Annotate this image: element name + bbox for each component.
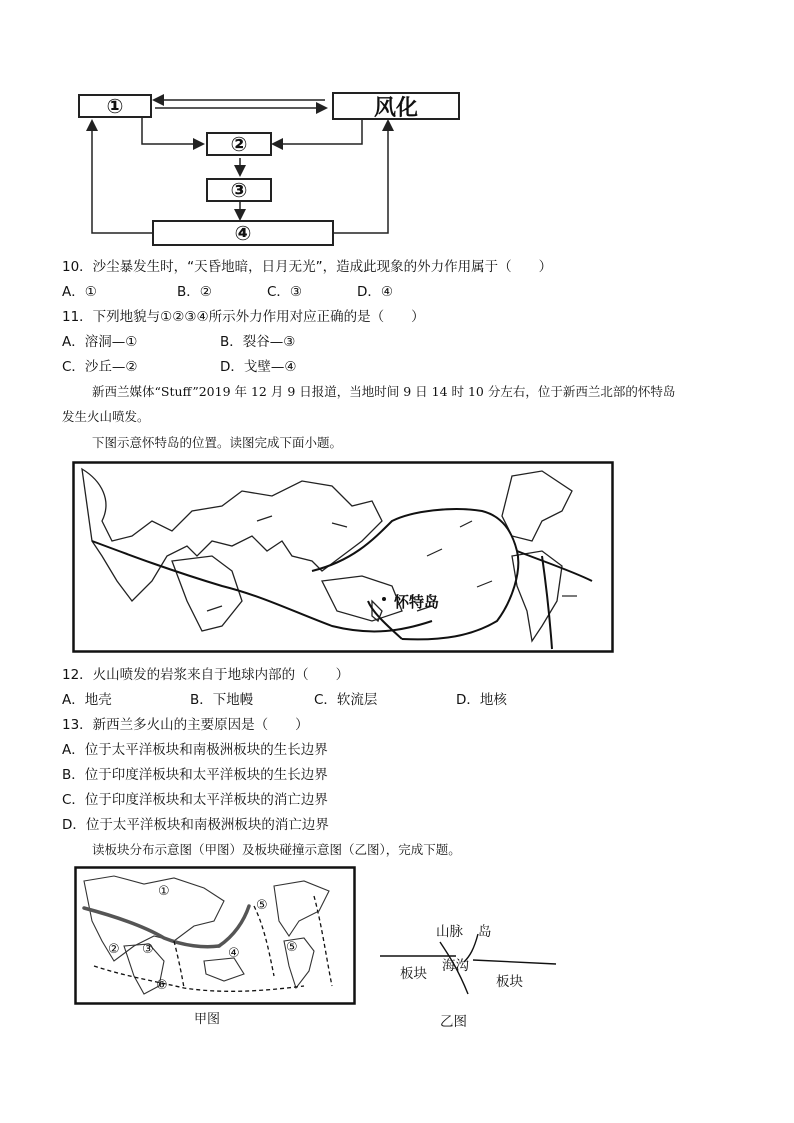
q10-option-c[interactable]: C．③	[267, 284, 303, 300]
q13-option-b[interactable]: B．位于印度洋板块和太平洋板块的生长边界	[62, 767, 328, 783]
q12-option-b[interactable]: B．下地幔	[190, 692, 254, 708]
q11-option-c[interactable]: C．沙丘—②	[62, 359, 138, 375]
figure-yi	[378, 914, 568, 1030]
flow-box-2: ②	[206, 132, 272, 156]
flow-box-4: ④	[152, 220, 334, 246]
flow-box-weathering: 风化	[332, 92, 460, 120]
jia-label-1: ①	[158, 884, 170, 899]
q12-stem: 12．火山喷发的岩浆来自于地球内部的（ ）	[62, 667, 350, 683]
jia-label-4: ④	[228, 946, 240, 961]
q13-option-c[interactable]: C．位于印度洋板块和太平洋板块的消亡边界	[62, 792, 328, 808]
flow-box-1: ①	[78, 94, 152, 118]
jia-label-6: ⑥	[156, 978, 168, 993]
yi-trench-label: 海沟	[442, 958, 469, 974]
white-island-map	[72, 461, 614, 653]
intro1-line1: 新西兰媒体“Stuff”2019 年 12 月 9 日报道，当地时间 9 日 14 时 10 分左右，位于新西兰北部的怀特岛	[92, 384, 676, 399]
q10-stem: 10．沙尘暴发生时，“天昏地暗，日月无光”，造成此现象的外力作用属于（ ）	[62, 259, 553, 275]
q11-option-a[interactable]: A．溶洞—①	[62, 334, 138, 350]
jia-label-3: ③	[142, 942, 154, 957]
q10-option-b[interactable]: B．②	[177, 284, 212, 300]
q13-option-d[interactable]: D．位于太平洋板块和南极洲板块的消亡边界	[62, 817, 329, 833]
yi-caption: 乙图	[440, 1014, 467, 1030]
jia-caption: 甲图	[194, 1012, 221, 1027]
q10-option-a[interactable]: A．①	[62, 284, 97, 300]
jia-label-2: ②	[108, 942, 120, 957]
yi-plate-left-label: 板块	[400, 966, 427, 982]
weathering-flow-diagram	[70, 88, 470, 248]
yi-plate-right-label: 板块	[496, 974, 523, 990]
q11-option-b[interactable]: B．裂谷—③	[220, 334, 296, 350]
jia-label-5b: ⑤	[286, 940, 298, 955]
q12-option-a[interactable]: A．地壳	[62, 692, 112, 708]
q12-option-c[interactable]: C．软流层	[314, 692, 378, 708]
intro2: 读板块分布示意图（甲图）及板块碰撞示意图（乙图），完成下题。	[92, 842, 461, 857]
intro1-line3: 下图示意怀特岛的位置。读图完成下面小题。	[92, 435, 343, 450]
q13-stem: 13．新西兰多火山的主要原因是（ ）	[62, 717, 309, 733]
q11-stem: 11．下列地貌与①②③④所示外力作用对应正确的是（ ）	[62, 309, 425, 325]
q11-option-d[interactable]: D．戈壁—④	[220, 359, 297, 375]
intro1-line2: 发生火山喷发。	[62, 409, 150, 424]
q13-option-a[interactable]: A．位于太平洋板块和南极洲板块的生长边界	[62, 742, 328, 758]
q10-option-d[interactable]: D．④	[357, 284, 393, 300]
jia-label-5a: ⑤	[256, 898, 268, 913]
white-island-label: 怀特岛	[394, 593, 440, 611]
yi-mountain-label: 山脉	[436, 924, 463, 940]
q12-option-d[interactable]: D．地核	[456, 692, 507, 708]
yi-island-label: 岛	[478, 924, 492, 940]
figure-jia	[74, 866, 356, 1028]
flow-box-3: ③	[206, 178, 272, 202]
